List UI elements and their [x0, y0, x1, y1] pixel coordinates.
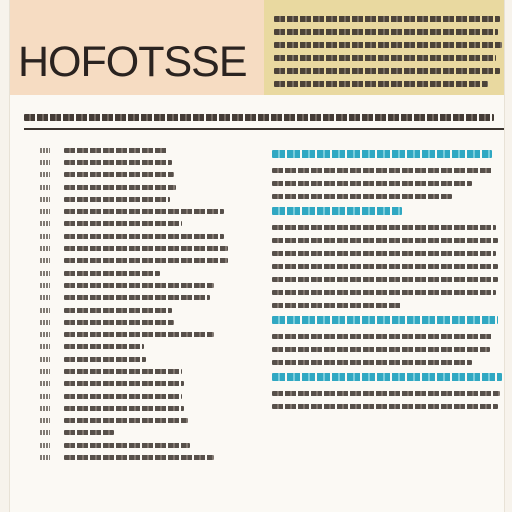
list-item: [40, 341, 240, 353]
list-item: [40, 328, 240, 340]
list-item: [40, 169, 240, 181]
list-item-text: [64, 283, 214, 288]
list-item: [40, 451, 240, 463]
list-item: [40, 193, 240, 205]
list-item-text: [64, 394, 182, 399]
list-item-text: [64, 234, 224, 239]
paragraph-line: [272, 225, 496, 230]
list-item: [40, 218, 240, 230]
paragraph-line: [272, 168, 492, 173]
paragraph-line: [272, 391, 500, 396]
list-item-number: [40, 369, 50, 374]
list-item-text: [64, 430, 114, 435]
list-item: [40, 181, 240, 193]
list-item: [40, 365, 240, 377]
list-item-number: [40, 172, 50, 177]
intro-text-block: [274, 16, 502, 94]
list-item: [40, 415, 240, 427]
list-item-text: [64, 320, 174, 325]
paragraph-line: [272, 334, 492, 339]
list-item-number: [40, 394, 50, 399]
list-item-number: [40, 308, 50, 313]
list-item: [40, 205, 240, 217]
list-item: [40, 255, 240, 267]
list-item-text: [64, 209, 224, 214]
list-item: [40, 144, 240, 156]
list-item-number: [40, 234, 50, 239]
list-item-text: [64, 381, 184, 386]
list-item-text: [64, 246, 228, 251]
list-item-text: [64, 357, 146, 362]
list-item: [40, 242, 240, 254]
list-item: [40, 292, 240, 304]
list-item-number: [40, 443, 50, 448]
section-subheading: [272, 373, 502, 381]
intro-text-line: [274, 42, 502, 48]
section-subheading: [272, 316, 498, 324]
list-item: [40, 390, 240, 402]
list-item: [40, 316, 240, 328]
document-page: [10, 0, 504, 512]
document-title: HOFOTSSE: [18, 38, 247, 86]
paragraph-line: [272, 264, 498, 269]
list-item-text: [64, 332, 214, 337]
list-item-text: [64, 295, 210, 300]
list-item: [40, 267, 240, 279]
list-item-number: [40, 418, 50, 423]
paragraph-line: [272, 303, 402, 308]
paragraph-line: [272, 290, 496, 295]
list-item-number: [40, 160, 50, 165]
list-item-text: [64, 160, 172, 165]
list-item-text: [64, 258, 228, 263]
list-item-number: [40, 344, 50, 349]
list-item: [40, 279, 240, 291]
list-item-number: [40, 246, 50, 251]
list-item-number: [40, 258, 50, 263]
list-item-text: [64, 443, 190, 448]
list-item-number: [40, 283, 50, 288]
list-item-text: [64, 369, 182, 374]
paragraph-line: [272, 194, 452, 199]
list-item-number: [40, 209, 50, 214]
list-item-number: [40, 148, 50, 153]
list-item-number: [40, 197, 50, 202]
list-item: [40, 304, 240, 316]
section-subheading: [272, 207, 402, 215]
list-item-text: [64, 148, 168, 153]
section-subheading: [272, 150, 492, 158]
paragraph-line: [272, 277, 498, 282]
list-item-text: [64, 197, 170, 202]
list-item: [40, 353, 240, 365]
list-item-text: [64, 344, 144, 349]
list-item-number: [40, 185, 50, 190]
list-item-number: [40, 406, 50, 411]
intro-text-line: [274, 55, 496, 61]
paragraph-line: [272, 360, 472, 365]
list-item-number: [40, 357, 50, 362]
list-item-text: [64, 418, 188, 423]
list-item-text: [64, 271, 160, 276]
list-item-number: [40, 430, 50, 435]
intro-text-line: [274, 16, 500, 22]
list-item: [40, 230, 240, 242]
list-item-text: [64, 455, 214, 460]
intro-text-line: [274, 29, 498, 35]
list-item: [40, 427, 240, 439]
header-title-panel: [10, 0, 264, 95]
paragraph-line: [272, 238, 498, 243]
list-item: [40, 402, 240, 414]
paragraph-line: [272, 181, 472, 186]
heading-rule: [24, 128, 504, 130]
list-item-text: [64, 406, 184, 411]
paragraph-line: [272, 404, 498, 409]
list-item-number: [40, 455, 50, 460]
intro-text-line: [274, 68, 500, 74]
list-item-text: [64, 308, 172, 313]
paragraph-line: [272, 251, 496, 256]
list-item-number: [40, 295, 50, 300]
paragraph-line: [272, 347, 490, 352]
right-column-text: [272, 144, 504, 417]
left-column-list: [40, 144, 240, 464]
list-item-number: [40, 381, 50, 386]
list-item-text: [64, 172, 174, 177]
list-item: [40, 156, 240, 168]
list-item-number: [40, 320, 50, 325]
list-item-number: [40, 271, 50, 276]
list-item-text: [64, 221, 182, 226]
list-item: [40, 439, 240, 451]
list-item-number: [40, 332, 50, 337]
list-item-number: [40, 221, 50, 226]
section-heading: [24, 114, 502, 127]
intro-text-line: [274, 81, 488, 87]
list-item: [40, 378, 240, 390]
list-item-text: [64, 185, 176, 190]
